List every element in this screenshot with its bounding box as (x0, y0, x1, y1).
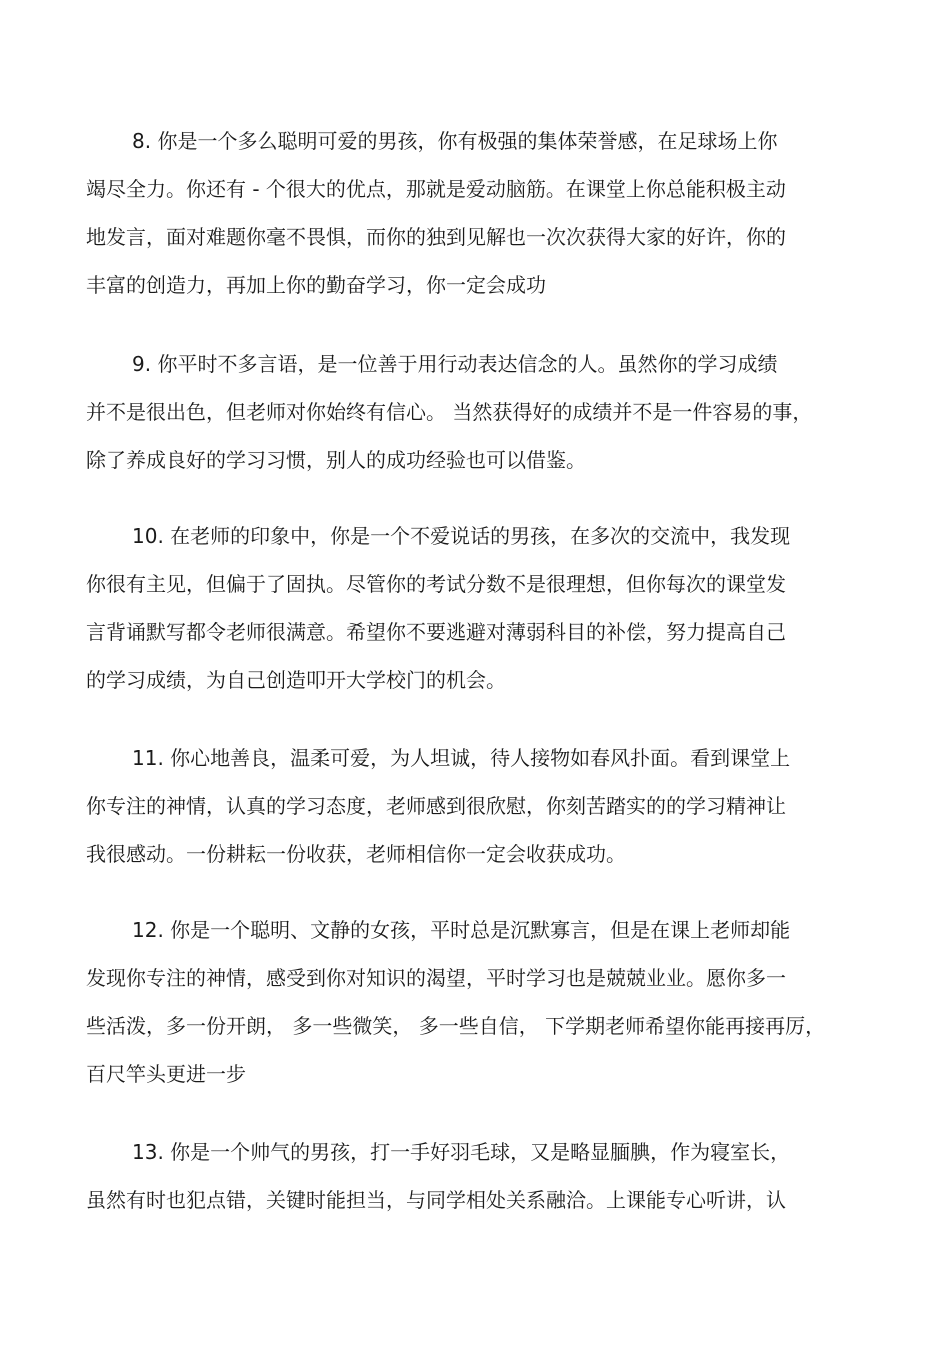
paragraph-line: 9. 你平时不多言语，是一位善于用行动表达信念的人。虽然你的学习成绩 (132, 352, 778, 376)
paragraph-line: 12. 你是一个聪明、文静的女孩，平时总是沉默寡言，但是在课上老师却能 (132, 918, 791, 942)
paragraph-line: 11. 你心地善良，温柔可爱，为人坦诚，待人接物如春风扑面。看到课堂上 (132, 746, 791, 770)
paragraph-line: 丰富的创造力，再加上你的勤奋学习，你一定会成功 (86, 273, 546, 297)
paragraph-line: 的学习成绩，为自己创造叩开大学校门的机会。 (86, 668, 506, 692)
comment-paragraph-8 (86, 117, 846, 309)
comment-paragraph-12 (86, 906, 846, 1098)
paragraph-line: 10. 在老师的印象中，你是一个不爱说话的男孩，在多次的交流中，我发现 (132, 524, 791, 548)
paragraph-line: 我很感动。一份耕耘一份收获，老师相信你一定会收获成功。 (86, 842, 626, 866)
paragraph-line: 百尺竿头更进一步 (86, 1062, 246, 1086)
paragraph-line: 地发言，面对难题你毫不畏惧，而你的独到见解也一次次获得大家的好许，你的 (86, 225, 786, 249)
paragraph-line: 虽然有时也犯点错，关键时能担当，与同学相处关系融洽。上课能专心听讲，认 (86, 1188, 786, 1212)
paragraph-line: 并不是很出色，但老师对你始终有信心。 当然获得好的成绩并不是一件容易的事， (86, 400, 813, 424)
paragraph-line: 些活泼，多一份开朗， 多一些微笑， 多一些自信， 下学期老师希望你能再接再厉， (86, 1014, 826, 1038)
comment-paragraph-13 (86, 1128, 846, 1224)
paragraph-line: 你专注的神情，认真的学习态度，老师感到很欣慰，你刻苦踏实的的学习精神让 (86, 794, 786, 818)
paragraph-line: 8. 你是一个多么聪明可爱的男孩，你有极强的集体荣誉感，在足球场上你 (132, 129, 778, 153)
paragraph-line: 除了养成良好的学习习惯，别人的成功经验也可以借鉴。 (86, 448, 586, 472)
comment-paragraph-9 (86, 340, 846, 484)
paragraph-line: 竭尽全力。你还有 - 个很大的优点，那就是爱动脑筋。在课堂上你总能积极主动 (86, 177, 786, 201)
paragraph-line: 13. 你是一个帅气的男孩，打一手好羽毛球，又是略显腼腆，作为寝室长， (132, 1140, 791, 1164)
comment-paragraph-10 (86, 512, 846, 704)
paragraph-line: 你很有主见，但偏于了固执。尽管你的考试分数不是很理想，但你每次的课堂发 (86, 572, 786, 596)
paragraph-line: 发现你专注的神情，感受到你对知识的渴望，平时学习也是兢兢业业。愿你多一 (86, 966, 786, 990)
comment-paragraph-11 (86, 734, 846, 878)
paragraph-line: 言背诵默写都令老师很满意。希望你不要逃避对薄弱科目的补偿，努力提高自己 (86, 620, 786, 644)
